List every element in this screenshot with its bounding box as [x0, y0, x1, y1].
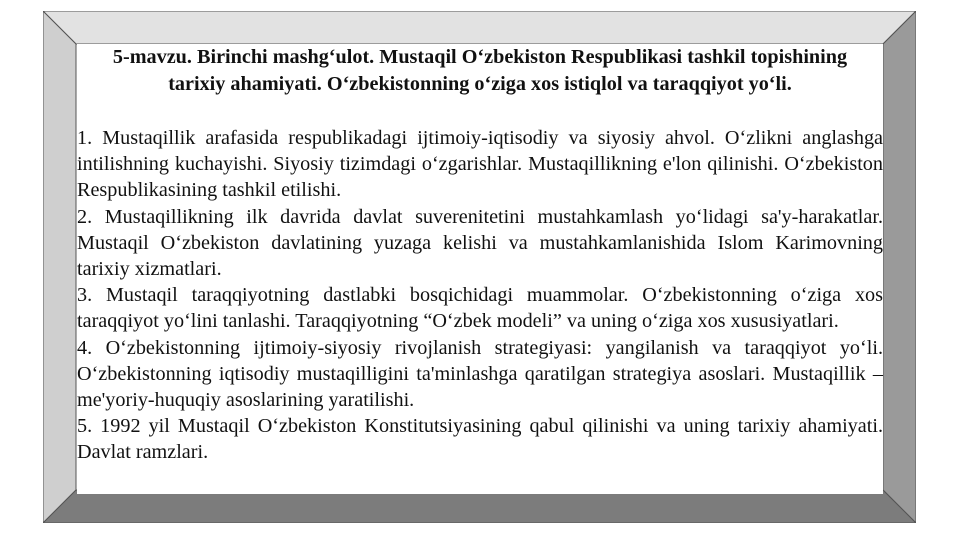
title-line-2: tarixiy ahamiyati. O‘zbekistonning o‘ziga xos istiqlol va taraqqiyot yo‘li. [168, 73, 792, 95]
topic-item-3: 3. Mustaqil taraqqiyotning dastlabki bosqichidagi muammolar. O‘zbekistonning o‘ziga xos taraqqiyot yo‘lini tanlashi. Taraqqiyotning “O‘zbek modeli” va uning o‘ziga xos xususiyatlari. [77, 284, 883, 333]
topic-item-2: 2. Mustaqillikning ilk davrida davlat suverenitetini mustahkamlash yo‘lidagi sa'y-harakatlar. Mustaqil O‘zbekiston davlatining yuzaga kelishi va mustahkamlanishida Islom Karimovning tarixiy xizmatlari. [77, 205, 883, 281]
topic-item-4: 4. O‘zbekistonning ijtimoiy-siyosiy rivojlanish strategiyasi: yangilanish va taraqqiyot yo‘li. O‘zbekistonning iqtisodiy mustaqilligini ta'minlashga qaratilgan strategiya asoslari. Mustaqillik – me'yoriy-huquqiy asoslarining yaratilishi. [77, 336, 883, 412]
document-title [77, 44, 883, 98]
topic-item-1: 1. Mustaqillik arafasida respublikadagi ijtimoiy-iqtisodiy va siyosiy ahvol. O‘zlikni anglashga intilishning kuchayishi. Siyosiy tizimdagi o‘zgarishlar. Mustaqillikning e'lon qilinishi. O‘zbekiston Respublikasining tashkil etilishi. [77, 127, 883, 202]
document-content [77, 44, 883, 494]
topic-item-5: 5. 1992 yil Mustaqil O‘zbekiston Konstitutsiyasining qabul qilinishi va uning tarixiy ahamiyati. Davlat ramzlari. [77, 415, 883, 464]
title-line-1: 5-mavzu. Birinchi mashg‘ulot. Mustaqil O‘zbekiston Respublikasi tashkil topishining [112, 46, 848, 68]
topic-list [77, 125, 883, 466]
